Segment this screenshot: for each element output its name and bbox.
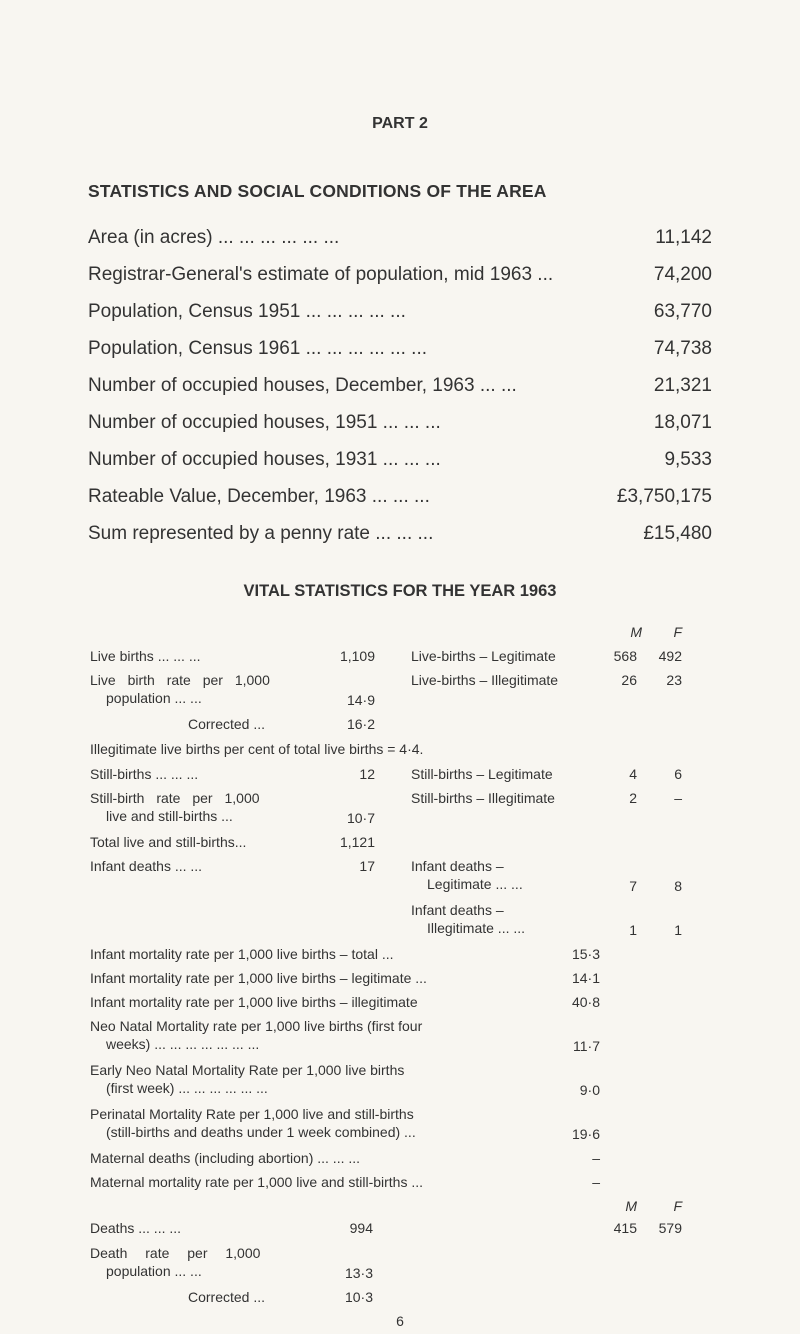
live-births-label: Live births ... ... ... <box>90 648 201 664</box>
sb-legit-m: 4 <box>629 766 637 782</box>
total-live-still-label: Total live and still-births... <box>90 834 247 850</box>
stat-label-rateable-value: Rateable Value, December, 1963 ... ... ... <box>88 486 430 507</box>
stat-value-area: 11,142 <box>655 227 712 248</box>
sb-legit-f: 6 <box>674 766 682 782</box>
rate-value: – <box>592 1174 600 1190</box>
lb-legit-m: 568 <box>613 648 637 664</box>
rate-label-2: (still-births and deaths under 1 week combined) ... <box>106 1124 416 1140</box>
deaths-m: 415 <box>613 1220 637 1236</box>
rate-label-2: weeks) ... ... ... ... ... ... ... <box>106 1036 260 1052</box>
id-legit-m: 7 <box>629 878 637 894</box>
id-illegit-f: 1 <box>674 922 682 938</box>
infant-deaths-value: 17 <box>359 858 375 874</box>
stat-value-census-1961: 74,738 <box>653 338 712 359</box>
id-illegit-m: 1 <box>629 922 637 938</box>
id-legit-label-2: Legitimate ... ... <box>427 876 523 892</box>
stat-value-penny-rate: £15,480 <box>643 523 712 544</box>
still-births-label: Still-births ... ... ... <box>90 766 199 782</box>
death-rate-label-2: population ... ... <box>106 1263 202 1279</box>
stat-value-houses-1951: 18,071 <box>653 412 712 433</box>
stat-label-census-1961: Population, Census 1961 ... ... ... ... ... ... <box>88 338 428 359</box>
still-birth-rate-value: 10·7 <box>346 810 375 826</box>
live-birth-rate-label-2: population ... ... <box>106 690 202 706</box>
stat-label-area: Area (in acres) ... ... ... ... ... ... <box>88 227 340 248</box>
column-header-f-deaths: F <box>673 1198 682 1214</box>
lb-illegit-label: Live-births – Illegitimate <box>411 672 559 688</box>
stat-value-houses-1931: 9,533 <box>664 449 712 470</box>
column-header-m-deaths: M <box>625 1198 637 1214</box>
lb-legit-f: 492 <box>658 648 682 664</box>
deaths-f: 579 <box>658 1220 682 1236</box>
rate-value: 9·0 <box>579 1082 600 1098</box>
sb-legit-label: Still-births – Legitimate <box>411 766 553 782</box>
rate-value: 11·7 <box>573 1038 600 1054</box>
death-corrected-label: Corrected ... <box>188 1289 266 1305</box>
id-legit-label: Infant deaths – <box>411 858 504 874</box>
id-illegit-label: Infant deaths – <box>411 902 504 918</box>
illegitimate-note: Illegitimate live births per cent of total live births = 4·4. <box>90 741 424 757</box>
id-illegit-label-2: Illegitimate ... ... <box>427 920 526 936</box>
stat-label-census-1951: Population, Census 1951 ... ... ... ... ... <box>88 301 406 322</box>
rate-label: Infant mortality rate per 1,000 live births – total ... <box>90 946 394 962</box>
stat-value-estimate: 74,200 <box>653 264 712 285</box>
stat-label-houses-1931: Number of occupied houses, 1931 ... ... ... <box>88 449 441 470</box>
lb-illegit-f: 23 <box>666 672 682 688</box>
rate-label: Perinatal Mortality Rate per 1,000 live and still-births <box>90 1106 414 1122</box>
sb-illegit-f: – <box>674 790 682 806</box>
live-birth-corrected-label: Corrected ... <box>188 716 266 732</box>
section-title-statistics: STATISTICS AND SOCIAL CONDITIONS OF THE AREA <box>88 181 547 201</box>
stat-value-rateable-value: £3,750,175 <box>616 486 712 507</box>
still-birth-rate-label: Still-birth rate per 1,000 <box>90 790 260 806</box>
rate-value: 14·1 <box>571 970 600 986</box>
rate-value: 40·8 <box>571 994 600 1010</box>
lb-legit-label: Live-births – Legitimate <box>411 648 556 664</box>
rate-value: – <box>592 1150 600 1166</box>
live-birth-corrected-value: 16·2 <box>346 716 375 732</box>
rate-value: 15·3 <box>571 946 600 962</box>
death-corrected-value: 10·3 <box>344 1289 373 1305</box>
deaths-label: Deaths ... ... ... <box>90 1220 182 1236</box>
still-birth-rate-label-2: live and still-births ... <box>106 808 233 824</box>
stat-label-estimate: Registrar-General's estimate of population, mid 1963 ... <box>88 264 554 285</box>
sb-illegit-m: 2 <box>629 790 637 806</box>
live-birth-rate-label: Live birth rate per 1,000 <box>90 672 270 688</box>
id-legit-f: 8 <box>674 878 682 894</box>
stat-label-houses-1963: Number of occupied houses, December, 1963 ... ... <box>88 375 517 396</box>
rate-label: Infant mortality rate per 1,000 live births – illegitimate <box>90 994 418 1010</box>
stat-value-census-1951: 63,770 <box>653 301 712 322</box>
rate-value: 19·6 <box>571 1126 600 1142</box>
deaths-value: 994 <box>349 1220 373 1236</box>
rate-label: Early Neo Natal Mortality Rate per 1,000 live births <box>90 1062 405 1078</box>
rate-label-2: (first week) ... ... ... ... ... ... <box>106 1080 268 1096</box>
still-births-value: 12 <box>359 766 375 782</box>
part-heading: PART 2 <box>372 115 428 132</box>
stat-value-houses-1963: 21,321 <box>653 375 712 396</box>
live-births-value: 1,109 <box>339 648 375 664</box>
stat-label-houses-1951: Number of occupied houses, 1951 ... ... ... <box>88 412 441 433</box>
death-rate-label: Death rate per 1,000 <box>90 1245 261 1261</box>
page-number: 6 <box>396 1313 404 1329</box>
sb-illegit-label: Still-births – Illegitimate <box>411 790 555 806</box>
total-live-still-value: 1,121 <box>339 834 375 850</box>
rate-label: Infant mortality rate per 1,000 live births – legitimate ... <box>90 970 427 986</box>
column-header-f: F <box>673 624 682 640</box>
rate-label: Neo Natal Mortality rate per 1,000 live births (first four <box>90 1018 423 1034</box>
column-header-m: M <box>630 624 642 640</box>
lb-illegit-m: 26 <box>621 672 637 688</box>
rate-label: Maternal mortality rate per 1,000 live and still-births ... <box>90 1174 424 1190</box>
rate-label: Maternal deaths (including abortion) ... ... ... <box>90 1150 361 1166</box>
section-title-vital: VITAL STATISTICS FOR THE YEAR 1963 <box>243 582 557 600</box>
live-birth-rate-value: 14·9 <box>346 692 375 708</box>
death-rate-value: 13·3 <box>344 1265 373 1281</box>
stat-label-penny-rate: Sum represented by a penny rate ... ... ... <box>88 523 434 544</box>
infant-deaths-label: Infant deaths ... ... <box>90 858 203 874</box>
